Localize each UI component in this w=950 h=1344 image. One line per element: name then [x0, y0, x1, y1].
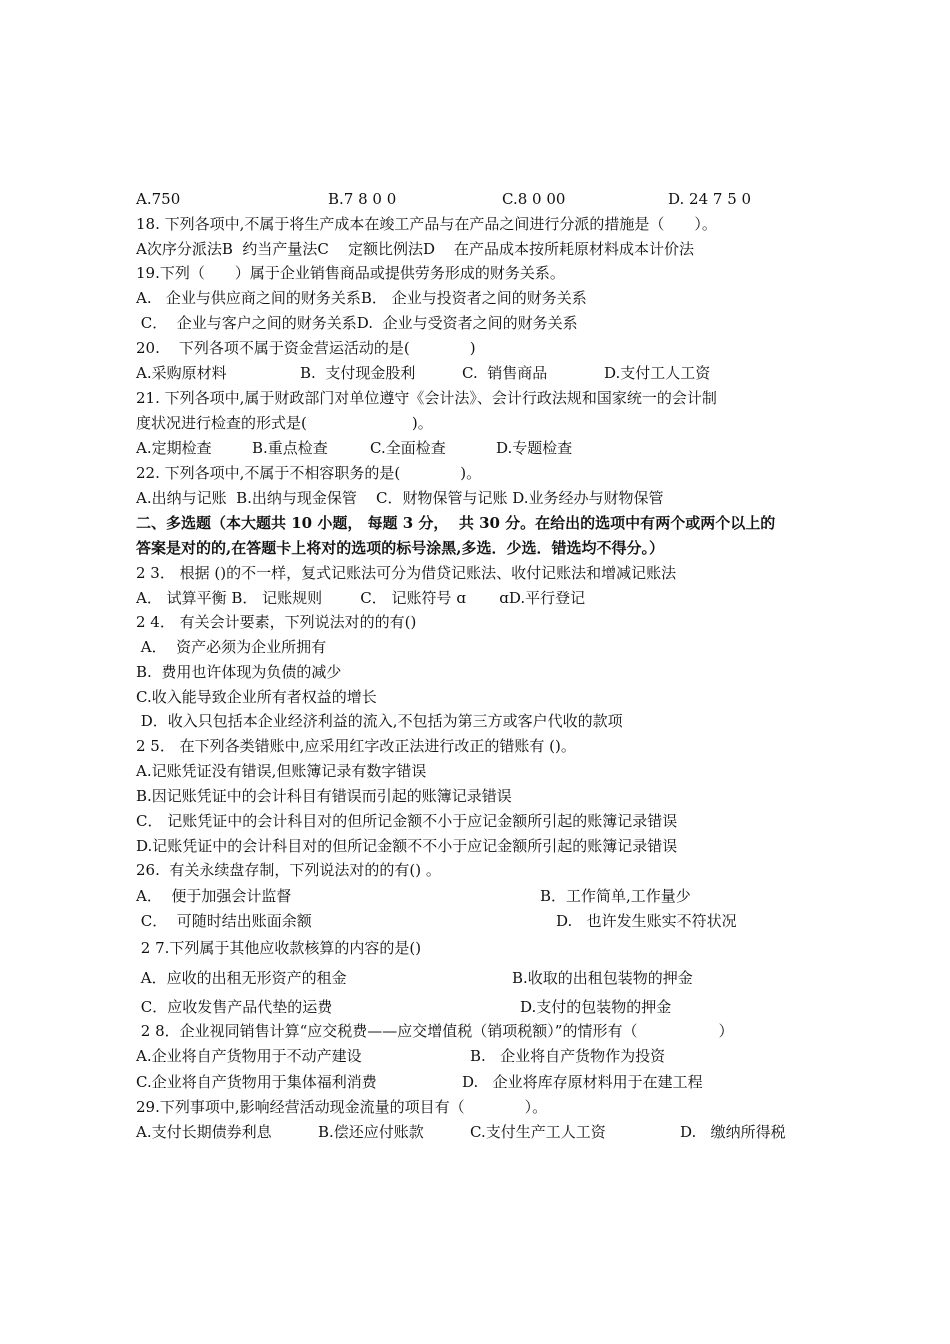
- q29-stem: 29.下列事项中,影响经营活动现金流量的项目有（ ）。: [136, 1098, 548, 1116]
- q17-option-d: D. 24 7 5 0: [668, 190, 752, 208]
- q29-option-d: D. 缴纳所得税: [680, 1123, 786, 1141]
- q20-option-d: D.支付工人工资: [604, 364, 711, 382]
- q25-option-b: B.因记账凭证中的会计科目有错误而引起的账簿记录错误: [136, 787, 512, 805]
- q17-option-c: C.8 0 00: [502, 190, 566, 208]
- q23-stem: 2 3． 根据 ()的不一样，复式记账法可分为借贷记账法、收付记账法和增减记账法: [136, 564, 677, 582]
- q24-option-a: A． 资产必须为企业所拥有: [136, 638, 327, 656]
- q29-option-a: A.支付长期债券利息: [136, 1123, 272, 1141]
- q23-options: A． 试算平衡 B． 记账规则 C． 记账符号 ɑ ɑD.平行登记: [136, 589, 586, 607]
- q19-options-1: A. 企业与供应商之间的财务关系B． 企业与投资者之间的财务关系: [136, 289, 587, 307]
- q29-option-c: C.支付生产工人工资: [470, 1123, 606, 1141]
- q25-stem: 2 5． 在下列各类错账中,应采用红字改正法进行改正的错账有 ()。: [136, 737, 576, 755]
- q26-option-d: D. 也许发生账实不符状况: [556, 912, 737, 930]
- q26-option-c: C． 可随时结出账面余额: [136, 912, 312, 930]
- q26-stem: 26. 有关永续盘存制，下列说法对的的有() 。: [136, 861, 441, 879]
- q19-options-2: C． 企业与客户之间的财务关系D. 企业与受资者之间的财务关系: [136, 314, 578, 332]
- q20-option-a: A.采购原材料: [136, 364, 227, 382]
- q27-option-c: C．应收发售产品代垫的运费: [136, 998, 333, 1016]
- q21-option-b: B.重点检查: [252, 439, 328, 457]
- q22-stem: 22. 下列各项中,不属于不相容职务的是( )。: [136, 464, 482, 482]
- q29-option-b: B.偿还应付账款: [318, 1123, 424, 1141]
- section2-heading-1: 二、多选题（本大题共 10 小题， 每题 3 分， 共 30 分。在给出的选项中有两个或两个以上的: [136, 514, 776, 532]
- q27-option-d: D.支付的包装物的押金: [520, 998, 672, 1016]
- q26-option-a: A． 便于加强会计监督: [136, 887, 292, 905]
- q28-option-c: C.企业将自产货物用于集体福利消费: [136, 1073, 377, 1091]
- q18-stem: 18. 下列各项中,不属于将生产成本在竣工产品与在产品之间进行分派的措施是（ ）。: [136, 215, 717, 233]
- q25-option-d: D.记账凭证中的会计科目对的但所记金额不不小于应记金额所引起的账簿记录错误: [136, 837, 678, 855]
- q28-option-a: A.企业将自产货物用于不动产建设: [136, 1047, 362, 1065]
- q21-option-c: C.全面检查: [370, 439, 446, 457]
- q24-stem: 2 4． 有关会计要素，下列说法对的的有(): [136, 613, 417, 631]
- q28-option-b: B. 企业将自产货物作为投资: [470, 1047, 666, 1065]
- q24-option-b: B. 费用也许体现为负债的减少: [136, 663, 342, 681]
- q28-stem: 2 8．企业视同销售计算“应交税费——应交增值税（销项税额）”的情形有（ ）: [136, 1022, 734, 1040]
- q17-option-a: A.750: [136, 190, 181, 208]
- q24-option-d: D．收入只包括本企业经济利益的流入,不包括为第三方或客户代收的款项: [136, 712, 623, 730]
- q19-stem: 19.下列（ ）属于企业销售商品或提供劳务形成的财务关系。: [136, 264, 565, 282]
- q20-option-b: B. 支付现金股利: [300, 364, 416, 382]
- q25-option-a: A.记账凭证没有错误,但账簿记录有数字错误: [136, 762, 427, 780]
- q18-options: A次序分派法B 约当产量法C 定额比例法D 在产品成本按所耗原材料成本计价法: [136, 240, 695, 258]
- q24-option-c: C.收入能导致企业所有者权益的增长: [136, 688, 377, 706]
- q25-option-c: C． 记账凭证中的会计科目对的但所记金额不小于应记金额所引起的账簿记录错误: [136, 812, 678, 830]
- q21-stem-2: 度状况进行检查的形式是( )。: [136, 414, 433, 432]
- q21-stem-1: 21. 下列各项中,属于财政部门对单位遵守《会计法》、会计行政法规和国家统一的会计制: [136, 389, 717, 407]
- q27-option-a: A．应收的出租无形资产的租金: [136, 969, 347, 987]
- q22-options: A.出纳与记账 B.出纳与现金保管 C．财物保管与记账 D.业务经办与财物保管: [136, 489, 664, 507]
- q20-option-c: C. 销售商品: [462, 364, 548, 382]
- q21-option-a: A.定期检查: [136, 439, 212, 457]
- q27-stem: 2 7.下列属于其他应收款核算的内容的是(): [136, 939, 422, 957]
- q26-option-b: B．工作简单,工作量少: [540, 887, 691, 905]
- section2-heading-2: 答案是对的的,在答题卡上将对的选项的标号涂黑,多选．少选．错选均不得分。）: [136, 539, 664, 557]
- q17-option-b: B.7 8 0 0: [328, 190, 397, 208]
- q27-option-b: B.收取的出租包装物的押金: [512, 969, 693, 987]
- q20-stem: 20. 下列各项不属于资金营运活动的是( ): [136, 339, 476, 357]
- q28-option-d: D. 企业将库存原材料用于在建工程: [462, 1073, 703, 1091]
- q21-option-d: D.专题检查: [496, 439, 573, 457]
